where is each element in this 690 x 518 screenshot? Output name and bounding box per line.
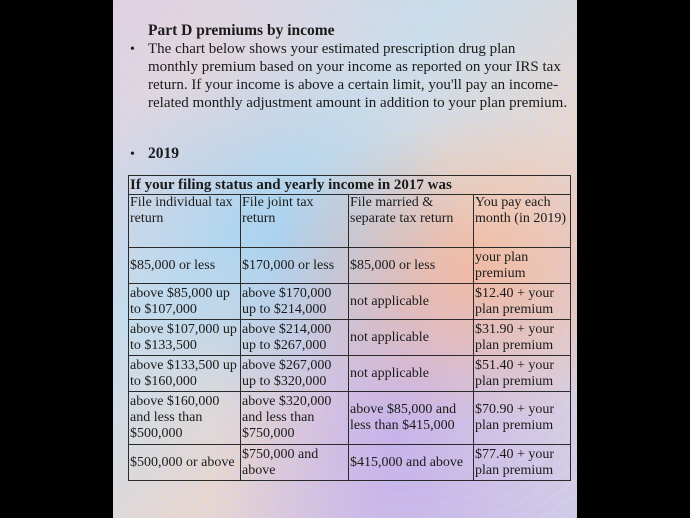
table-caption: If your filing status and yearly income in 2017 was xyxy=(129,176,571,195)
cell-married-separate: not applicable xyxy=(349,284,474,320)
table-row xyxy=(129,320,571,356)
cell-individual: above $133,500 up to $160,000 xyxy=(129,356,241,392)
cell-joint: above $267,000 up to $320,000 xyxy=(241,356,349,392)
cell-individual: $85,000 or less xyxy=(129,248,241,284)
bullet-intro: • xyxy=(130,42,135,57)
cell-individual: above $85,000 up to $107,000 xyxy=(129,284,241,320)
table-row xyxy=(129,248,571,284)
cell-you-pay: $51.40 + your plan premium xyxy=(474,356,571,392)
intro-paragraph: The chart below shows your estimated prescription drug plan monthly premium based on your income as reported on your IRS tax return. If your income is above a certain limit, you'll pay an income-related monthly adjustment amount in addition to your plan premium. xyxy=(148,41,568,111)
header-you-pay: You pay each month (in 2019) xyxy=(474,195,571,248)
table-row xyxy=(129,284,571,320)
cell-married-separate: not applicable xyxy=(349,320,474,356)
cell-married-separate: not applicable xyxy=(349,356,474,392)
cell-married-separate: $415,000 and above xyxy=(349,445,474,481)
table-caption-row xyxy=(129,176,571,195)
cell-you-pay: your plan premium xyxy=(474,248,571,284)
bullet-year: • xyxy=(130,147,135,162)
header-married-separate: File married & separate tax return xyxy=(349,195,474,248)
premium-table xyxy=(128,175,571,481)
cell-you-pay: $70.90 + your plan premium xyxy=(474,392,571,445)
cell-individual: $500,000 or above xyxy=(129,445,241,481)
document-photo xyxy=(113,0,577,518)
cell-joint: above $214,000 up to $267,000 xyxy=(241,320,349,356)
section-heading: Part D premiums by income xyxy=(148,22,335,39)
header-joint: File joint tax return xyxy=(241,195,349,248)
cell-married-separate: above $85,000 and less than $415,000 xyxy=(349,392,474,445)
cell-individual: above $160,000 and less than $500,000 xyxy=(129,392,241,445)
cell-joint: $170,000 or less xyxy=(241,248,349,284)
cell-you-pay: $31.90 + your plan premium xyxy=(474,320,571,356)
header-individual: File individual tax return xyxy=(129,195,241,248)
cell-individual: above $107,000 up to $133,500 xyxy=(129,320,241,356)
table-header-row xyxy=(129,195,571,248)
cell-you-pay: $12.40 + your plan premium xyxy=(474,284,571,320)
cell-married-separate: $85,000 or less xyxy=(349,248,474,284)
table-row xyxy=(129,445,571,481)
year-label: 2019 xyxy=(148,145,179,162)
cell-joint: above $320,000 and less than $750,000 xyxy=(241,392,349,445)
table-row xyxy=(129,356,571,392)
cell-joint: above $170,000 up to $214,000 xyxy=(241,284,349,320)
cell-you-pay: $77.40 + your plan premium xyxy=(474,445,571,481)
table-row xyxy=(129,392,571,445)
cell-joint: $750,000 and above xyxy=(241,445,349,481)
